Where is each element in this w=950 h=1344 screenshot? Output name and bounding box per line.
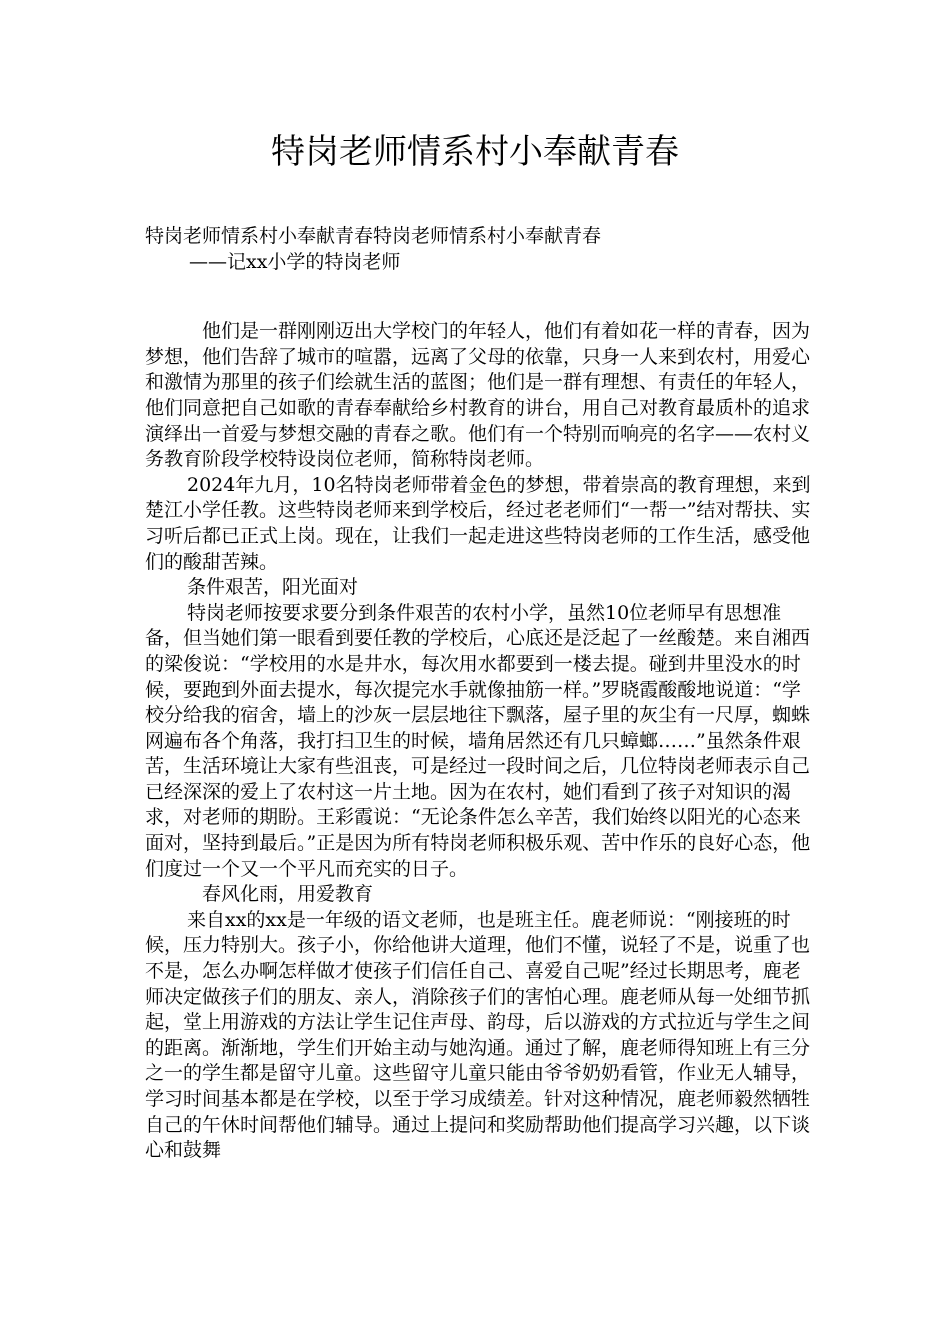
paragraph: 他们是一群刚刚迈出大学校门的年轻人，他们有着如花一样的青春，因为梦想，他们告辞了城市的喧嚣，远离了父母的依靠，只身一人来到农村，用爱心和激情为那里的孩子们绘就生活的蓝图；他们是一群有理想、有责任的年轻人，他们同意把自己如歌的青春奉献给乡村教育的讲台，用自己对教育最质朴的追求演绎出一首爱与梦想交融的青春之歌。他们有一个特别而响亮的名字——农村义务教育阶段学校特设岗位老师，简称特岗老师。 [145, 320, 811, 471]
section-heading: 条件艰苦，阳光面对 [187, 576, 359, 599]
paragraph: 来自xx的xx是一年级的语文老师，也是班主任。鹿老师说：“刚接班的时候，压力特别大。孩子小，你给他讲大道理，他们不懂，说轻了不是，说重了也不是，怎么办啊怎样做才使孩子们信任自己、喜爱自己呢”经过长期思考，鹿老师决定做孩子们的朋友、亲人，消除孩子们的害怕心理。鹿老师从每一处细节抓起，堂上用游戏的方法让学生记住声母、韵母，后以游戏的方式拉近与学生之间的距离。渐渐地，学生们开始主动与她沟通。通过了解，鹿老师得知班上有三分之一的学生都是留守儿童。这些留守儿童只能由爷爷奶奶看管，作业无人辅导，学习时间基本都是在学校，以至于学习成绩差。针对这种情况，鹿老师毅然牺牲自己的午休时间帮他们辅导。通过上提问和奖励帮助他们提高学习兴趣，以下谈心和鼓舞 [145, 908, 811, 1162]
paragraph: 2024年九月，10名特岗老师带着金色的梦想，带着崇高的教育理想，来到楚江小学任教。这些特岗老师来到学校后，经过老老师们“一帮一”结对帮扶、实习听后都已正式上岗。现在，让我们一起走进这些特岗老师的工作生活，感受他们的酸甜苦辣。 [145, 473, 811, 573]
paragraph: 特岗老师按要求要分到条件艰苦的农村小学，虽然10位老师早有思想准备，但当她们第一眼看到要任教的学校后，心底还是泛起了一丝酸楚。来自湘西的梁俊说：“学校用的水是井水，每次用水都要到一楼去提。碰到井里没水的时候，要跑到外面去提水，每次提完水手就像抽筋一样。”罗晓霞酸酸地说道：“学校分给我的宿舍，墙上的沙灰一层层地往下飘落，屋子里的灰尘有一尺厚，蜘蛛网遍布各个角落，我打扫卫生的时候，墙角居然还有几只蟑螂……”虽然条件艰苦，生活环境让大家有些沮丧，可是经过一段时间之后，几位特岗老师表示自己已经深深的爱上了农村这一片土地。因为在农村，她们看到了孩子对知识的渴求，对老师的期盼。王彩霞说：“无论条件怎么辛苦，我们始终以阳光的心态来面对，坚持到最后。”正是因为所有特岗老师积极乐观、苦中作乐的良好心态，他们度过一个又一个平凡而充实的日子。 [145, 601, 811, 880]
section-heading: 春风化雨，用爱教育 [202, 883, 374, 906]
document-body [145, 224, 817, 1164]
document-title: 特岗老师情系村小奉献青春 [271, 132, 679, 172]
document-subtitle: ——记xx小学的特岗老师 [189, 250, 401, 273]
spacer [145, 275, 817, 319]
heading-line: 特岗老师情系村小奉献青春特岗老师情系村小奉献青春 [145, 225, 602, 247]
